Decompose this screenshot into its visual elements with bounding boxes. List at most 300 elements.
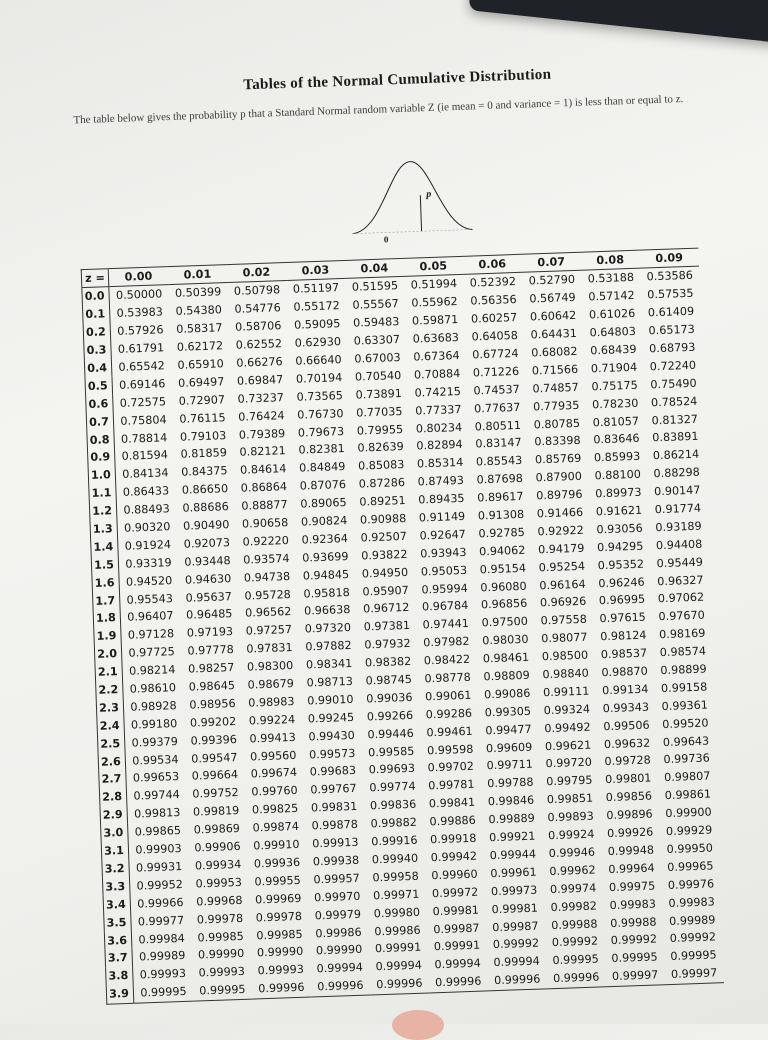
probability-cell: 0.73565 <box>296 388 344 404</box>
probability-cell: 0.87076 <box>299 478 347 493</box>
probability-cell: 0.99361 <box>661 698 709 713</box>
probability-cell: 0.99981 <box>491 901 539 916</box>
probability-cell: 0.99621 <box>544 738 592 753</box>
probability-cell: 0.58317 <box>175 321 223 337</box>
probability-cell: 0.96246 <box>598 575 645 590</box>
z-value-cell: 2.8 <box>99 788 127 807</box>
probability-cell: 0.99940 <box>371 851 419 867</box>
probability-cell: 0.99931 <box>135 859 183 875</box>
probability-cell: 0.50399 <box>174 285 222 301</box>
probability-cell: 0.96856 <box>480 597 528 612</box>
probability-cell: 0.98928 <box>130 699 177 714</box>
z-value-cell: 2.5 <box>97 734 125 753</box>
probability-cell: 0.99134 <box>601 682 649 698</box>
probability-cell: 0.90147 <box>653 483 701 499</box>
probability-cell: 0.99856 <box>605 789 653 805</box>
probability-cell: 0.95449 <box>656 555 704 570</box>
probability-cell: 0.90988 <box>359 511 407 527</box>
probability-cell: 0.99994 <box>375 958 423 974</box>
column-header: 0.03 <box>286 260 346 280</box>
probability-cell: 0.99111 <box>542 684 590 700</box>
probability-cell: 0.51197 <box>292 281 340 297</box>
probability-cell: 0.95352 <box>597 557 645 572</box>
probability-cell: 0.99547 <box>190 750 238 766</box>
probability-cell: 0.98341 <box>305 657 353 672</box>
probability-cell: 0.55172 <box>293 299 340 315</box>
probability-cell: 0.99664 <box>191 768 239 784</box>
probability-cell: 0.94179 <box>537 541 585 557</box>
probability-cell: 0.99970 <box>313 889 361 905</box>
table-body <box>82 266 724 1004</box>
probability-cell: 0.93056 <box>596 521 643 537</box>
probability-cell: 0.91774 <box>654 501 702 517</box>
column-header: 0.06 <box>462 254 522 274</box>
probability-cell: 0.95818 <box>303 585 350 601</box>
probability-cell: 0.80234 <box>415 420 463 436</box>
probability-cell: 0.99036 <box>365 690 413 706</box>
probability-cell: 0.96784 <box>421 599 469 614</box>
probability-cell: 0.99976 <box>667 877 715 892</box>
probability-cell: 0.57926 <box>117 323 164 339</box>
probability-cell: 0.99973 <box>490 883 538 898</box>
probability-cell: 0.86864 <box>240 480 288 495</box>
probability-cell: 0.94630 <box>184 571 232 587</box>
probability-cell: 0.73237 <box>237 390 285 406</box>
z-value-cell: 3.6 <box>104 931 132 950</box>
probability-cell: 0.98077 <box>541 630 588 646</box>
column-header: 0.02 <box>227 263 287 283</box>
probability-cell: 0.94062 <box>478 543 526 559</box>
probability-cell: 0.99906 <box>194 839 241 855</box>
column-header: 0.00 <box>108 267 168 287</box>
probability-cell: 0.99969 <box>254 891 302 907</box>
probability-cell: 0.98169 <box>658 626 706 642</box>
probability-cell: 0.98300 <box>246 659 294 674</box>
probability-cell: 0.90320 <box>123 520 171 535</box>
probability-cell: 0.99774 <box>369 780 416 795</box>
probability-cell: 0.91924 <box>124 538 172 553</box>
probability-cell: 0.77035 <box>356 404 403 420</box>
probability-cell: 0.99984 <box>138 931 185 947</box>
z-value-cell: 1.0 <box>88 466 116 485</box>
probability-cell: 0.99995 <box>611 950 658 966</box>
probability-cell: 0.92073 <box>183 536 231 551</box>
z-value-cell: 2.3 <box>96 698 124 717</box>
probability-cell: 0.99882 <box>370 815 418 831</box>
probability-cell: 0.97500 <box>481 615 529 630</box>
z-value-cell: 2.1 <box>95 663 123 682</box>
probability-cell: 0.82639 <box>357 440 404 456</box>
probability-cell: 0.57142 <box>588 289 635 304</box>
probability-cell: 0.66276 <box>236 355 283 370</box>
probability-cell: 0.58706 <box>234 319 282 335</box>
probability-cell: 0.98500 <box>541 648 589 664</box>
probability-cell: 0.94950 <box>361 565 409 581</box>
z-value-cell: 0.1 <box>82 305 110 324</box>
probability-cell: 0.97725 <box>128 645 175 660</box>
probability-cell: 0.88298 <box>653 465 701 481</box>
probability-cell: 0.68793 <box>648 340 696 356</box>
probability-cell: 0.99573 <box>308 746 356 762</box>
probability-cell: 0.60257 <box>470 311 518 326</box>
probability-cell: 0.92922 <box>537 523 584 539</box>
probability-cell: 0.99861 <box>664 787 712 803</box>
probability-cell: 0.51994 <box>410 277 458 293</box>
probability-cell: 0.99996 <box>258 980 305 996</box>
probability-cell: 0.99430 <box>308 728 355 744</box>
probability-cell: 0.99964 <box>608 861 655 876</box>
probability-cell: 0.98610 <box>129 681 177 696</box>
probability-cell: 0.99993 <box>257 963 305 978</box>
probability-cell: 0.99980 <box>373 905 421 920</box>
probability-cell: 0.99957 <box>313 871 360 887</box>
probability-cell: 0.62552 <box>235 337 283 352</box>
probability-cell: 0.89251 <box>359 494 406 509</box>
probability-cell: 0.63307 <box>353 333 401 348</box>
probability-cell: 0.99983 <box>609 897 657 912</box>
probability-cell: 0.89796 <box>536 487 583 503</box>
probability-cell: 0.98537 <box>600 646 648 662</box>
probability-cell: 0.64058 <box>471 329 519 344</box>
probability-cell: 0.99992 <box>492 936 540 952</box>
probability-cell: 0.96407 <box>127 609 174 625</box>
probability-cell: 0.99702 <box>427 760 475 775</box>
probability-cell: 0.75175 <box>591 378 638 394</box>
probability-cell: 0.62930 <box>294 335 342 350</box>
probability-cell: 0.99946 <box>548 845 596 861</box>
probability-cell: 0.99962 <box>549 863 596 878</box>
probability-cell: 0.99506 <box>603 718 650 733</box>
probability-cell: 0.98645 <box>188 679 236 694</box>
probability-cell: 0.99585 <box>367 744 415 760</box>
probability-cell: 0.98030 <box>482 633 529 648</box>
probability-cell: 0.71904 <box>590 360 638 376</box>
z-value-cell: 1.4 <box>91 538 119 557</box>
z-value-cell: 0.3 <box>84 341 112 360</box>
probability-cell: 0.88493 <box>123 502 170 517</box>
z-value-cell: 0.4 <box>84 359 112 378</box>
probability-cell: 0.99996 <box>493 972 541 988</box>
z-value-cell: 1.8 <box>93 609 121 628</box>
column-header: 0.09 <box>639 248 699 268</box>
z-value-cell: 0.6 <box>86 394 114 413</box>
probability-cell: 0.99975 <box>608 879 656 894</box>
probability-cell: 0.99841 <box>428 795 476 811</box>
probability-cell: 0.65542 <box>118 359 165 374</box>
probability-cell: 0.54776 <box>234 301 282 317</box>
probability-cell: 0.78230 <box>591 396 639 412</box>
probability-cell: 0.99846 <box>487 793 535 809</box>
probability-cell: 0.97062 <box>657 591 705 606</box>
probability-cell: 0.99953 <box>195 875 243 891</box>
probability-cell: 0.99918 <box>429 831 477 847</box>
probability-cell: 0.99202 <box>189 714 237 730</box>
probability-cell: 0.98809 <box>483 668 530 684</box>
probability-cell: 0.50798 <box>233 283 281 299</box>
probability-cell: 0.99977 <box>137 913 185 929</box>
probability-cell: 0.96562 <box>244 605 292 621</box>
z-value-cell: 0.8 <box>87 430 115 449</box>
probability-cell: 0.86214 <box>652 448 700 463</box>
probability-cell: 0.99086 <box>483 686 531 702</box>
probability-cell: 0.84614 <box>239 462 287 478</box>
probability-cell: 0.63683 <box>412 331 460 346</box>
probability-cell: 0.99992 <box>551 934 599 950</box>
probability-cell: 0.50000 <box>115 287 163 303</box>
probability-cell: 0.99990 <box>315 943 363 958</box>
probability-cell: 0.98382 <box>364 655 412 670</box>
probability-cell: 0.92220 <box>242 533 290 549</box>
probability-cell: 0.72240 <box>649 358 697 374</box>
probability-cell: 0.99921 <box>488 829 536 845</box>
probability-cell: 0.72907 <box>178 392 226 408</box>
z-value-cell: 1.1 <box>89 484 117 503</box>
probability-cell: 0.99245 <box>307 710 355 726</box>
probability-cell: 0.99910 <box>253 837 300 853</box>
probability-cell: 0.97778 <box>187 643 234 658</box>
probability-cell: 0.81057 <box>592 414 640 429</box>
probability-cell: 0.99994 <box>434 956 482 972</box>
probability-cell: 0.56356 <box>470 293 517 308</box>
probability-cell: 0.61791 <box>117 341 165 357</box>
probability-cell: 0.92364 <box>301 531 349 547</box>
probability-cell: 0.52790 <box>528 273 576 288</box>
probability-cell: 0.70194 <box>295 370 343 386</box>
probability-cell: 0.99929 <box>665 823 713 839</box>
probability-cell: 0.94408 <box>655 537 703 553</box>
probability-cell: 0.95154 <box>479 561 527 577</box>
z-value-cell: 2.4 <box>97 716 125 735</box>
probability-cell: 0.99942 <box>430 849 478 865</box>
probability-cell: 0.99995 <box>140 985 187 1000</box>
probability-cell: 0.73891 <box>355 386 403 402</box>
z-value-cell: 3.8 <box>106 967 134 986</box>
probability-cell: 0.99986 <box>315 925 362 940</box>
probability-cell: 0.99996 <box>317 978 364 994</box>
probability-cell: 0.99944 <box>489 847 537 863</box>
probability-cell: 0.87493 <box>417 474 465 489</box>
probability-cell: 0.87900 <box>535 470 583 485</box>
column-header: 0.07 <box>521 252 581 272</box>
probability-cell: 0.84134 <box>122 466 169 482</box>
probability-cell: 0.99836 <box>369 798 417 813</box>
probability-cell: 0.99986 <box>374 923 421 938</box>
probability-cell: 0.70540 <box>354 368 402 384</box>
probability-cell: 0.57535 <box>647 287 694 302</box>
probability-cell: 0.99960 <box>431 867 478 883</box>
probability-cell: 0.99801 <box>604 771 652 787</box>
probability-cell: 0.64431 <box>530 326 578 342</box>
probability-cell: 0.89617 <box>477 489 524 505</box>
probability-cell: 0.85769 <box>534 452 582 467</box>
z-value-cell: 0.2 <box>83 323 111 342</box>
probability-cell: 0.81594 <box>121 448 169 464</box>
p-label: p <box>426 188 432 201</box>
z-value-cell: 0.5 <box>85 377 113 396</box>
probability-cell: 0.97558 <box>540 613 588 628</box>
probability-cell: 0.91621 <box>595 503 643 519</box>
probability-cell: 0.98778 <box>424 670 472 686</box>
probability-cell: 0.82121 <box>239 444 287 460</box>
finger <box>392 1010 444 1040</box>
z-value-cell: 3.4 <box>103 895 131 914</box>
probability-cell: 0.99825 <box>251 802 299 817</box>
probability-cell: 0.84375 <box>180 464 228 480</box>
probability-cell: 0.99632 <box>603 736 651 751</box>
probability-cell: 0.99968 <box>195 893 243 909</box>
probability-cell: 0.99982 <box>550 899 598 914</box>
z-value-cell: 1.3 <box>90 520 118 539</box>
probability-cell: 0.99819 <box>192 804 240 819</box>
probability-cell: 0.99379 <box>131 734 179 750</box>
probability-cell: 0.99744 <box>133 788 180 804</box>
probability-cell: 0.99869 <box>193 822 241 837</box>
probability-cell: 0.99997 <box>611 968 659 984</box>
probability-cell: 0.99978 <box>196 911 244 927</box>
probability-cell: 0.93822 <box>360 547 408 563</box>
probability-cell: 0.64803 <box>589 324 637 340</box>
probability-cell: 0.97670 <box>658 608 706 624</box>
probability-cell: 0.53586 <box>646 269 694 284</box>
z-value-cell: 2.6 <box>98 752 126 771</box>
probability-cell: 0.99788 <box>487 776 534 791</box>
probability-cell: 0.99492 <box>544 720 591 735</box>
probability-cell: 0.80511 <box>474 418 522 434</box>
probability-cell: 0.85083 <box>357 458 405 473</box>
probability-cell: 0.83891 <box>652 430 699 445</box>
probability-cell: 0.76115 <box>179 410 226 426</box>
z-value-cell: 3.7 <box>105 949 133 968</box>
probability-cell: 0.99990 <box>256 945 304 960</box>
probability-cell: 0.78814 <box>120 430 168 446</box>
probability-cell: 0.98461 <box>482 650 530 666</box>
probability-cell: 0.97193 <box>186 625 234 641</box>
probability-cell: 0.99781 <box>428 778 475 793</box>
probability-cell: 0.77637 <box>473 400 521 416</box>
probability-cell: 0.86650 <box>181 482 229 497</box>
probability-cell: 0.99978 <box>255 909 303 925</box>
probability-cell: 0.67364 <box>413 348 460 364</box>
probability-cell: 0.69497 <box>177 375 225 390</box>
probability-cell: 0.96164 <box>539 577 586 592</box>
probability-cell: 0.98679 <box>247 677 295 692</box>
probability-cell: 0.99997 <box>670 966 718 982</box>
probability-cell: 0.70884 <box>413 366 461 382</box>
probability-cell: 0.92507 <box>360 529 408 545</box>
probability-cell: 0.79955 <box>356 422 404 438</box>
probability-cell: 0.99874 <box>252 820 300 835</box>
column-header: 0.05 <box>404 256 464 276</box>
z-value-cell: 0.9 <box>87 448 115 467</box>
probability-cell: 0.99477 <box>485 722 532 738</box>
probability-cell: 0.98257 <box>187 661 235 676</box>
probability-cell: 0.99996 <box>434 974 482 990</box>
probability-cell: 0.81859 <box>180 446 228 462</box>
probability-cell: 0.98870 <box>601 664 648 680</box>
probability-cell: 0.62172 <box>176 339 224 354</box>
page-title: Tables of the Normal Cumulative Distribution <box>243 66 552 94</box>
probability-cell: 0.98422 <box>423 652 471 668</box>
probability-cell: 0.99643 <box>662 734 710 749</box>
probability-cell: 0.99683 <box>309 764 357 779</box>
probability-cell: 0.99989 <box>668 912 716 928</box>
probability-cell: 0.96926 <box>539 595 587 610</box>
probability-cell: 0.59095 <box>293 317 341 332</box>
probability-cell: 0.52392 <box>469 275 517 291</box>
probability-cell: 0.97615 <box>599 611 647 626</box>
probability-cell: 0.99224 <box>248 712 296 728</box>
probability-cell: 0.99913 <box>312 835 359 851</box>
probability-cell: 0.85314 <box>416 456 464 471</box>
probability-cell: 0.84849 <box>298 460 346 475</box>
probability-cell: 0.82894 <box>416 438 463 453</box>
normal-distribution-table <box>81 248 724 1005</box>
z-value-cell: 0.0 <box>82 287 110 306</box>
probability-cell: 0.67003 <box>354 351 401 366</box>
probability-cell: 0.99993 <box>139 967 187 982</box>
probability-cell: 0.99987 <box>433 921 480 936</box>
probability-cell: 0.99560 <box>249 748 297 764</box>
z-value-cell: 2.7 <box>99 770 127 789</box>
probability-cell: 0.79673 <box>297 424 345 440</box>
probability-cell: 0.97320 <box>304 621 352 636</box>
probability-cell: 0.93574 <box>243 551 290 567</box>
probability-cell: 0.92785 <box>478 525 525 541</box>
probability-cell: 0.99992 <box>610 932 658 948</box>
probability-cell: 0.77337 <box>414 402 462 418</box>
probability-cell: 0.99955 <box>254 873 301 889</box>
probability-cell: 0.87286 <box>358 476 406 491</box>
probability-cell: 0.98713 <box>306 674 354 690</box>
probability-cell: 0.96485 <box>185 607 233 623</box>
probability-cell: 0.99767 <box>310 782 357 797</box>
probability-cell: 0.90658 <box>241 516 289 531</box>
probability-cell: 0.99598 <box>426 742 474 757</box>
probability-cell: 0.99865 <box>134 824 182 839</box>
probability-cell: 0.78524 <box>650 394 698 410</box>
probability-cell: 0.99985 <box>256 927 303 942</box>
probability-cell: 0.99180 <box>130 716 178 732</box>
phone-edge <box>468 0 768 46</box>
probability-cell: 0.98899 <box>660 662 707 678</box>
probability-cell: 0.99993 <box>198 965 246 980</box>
probability-cell: 0.99958 <box>372 869 419 885</box>
probability-cell: 0.93319 <box>125 555 172 571</box>
probability-cell: 0.99413 <box>249 730 297 746</box>
column-header: z = <box>81 269 109 288</box>
probability-cell: 0.99988 <box>609 914 657 930</box>
z-value-cell: 1.9 <box>94 627 122 646</box>
probability-cell: 0.99158 <box>660 680 708 696</box>
probability-cell: 0.97381 <box>363 619 411 634</box>
description-text: The table below gives the probability p that a Standard Normal random variable Z (ie mean = 0 and variance = 1) is less than or equal to z. <box>73 93 684 127</box>
probability-cell: 0.99966 <box>137 895 184 911</box>
probability-cell: 0.96995 <box>598 593 646 608</box>
probability-cell: 0.99996 <box>552 970 600 986</box>
probability-cell: 0.88877 <box>241 498 288 513</box>
probability-cell: 0.99938 <box>312 853 360 869</box>
probability-cell: 0.99534 <box>132 752 179 768</box>
probability-cell: 0.99972 <box>431 885 479 900</box>
probability-cell: 0.98574 <box>659 644 707 660</box>
probability-cell: 0.99989 <box>138 949 186 964</box>
probability-cell: 0.53188 <box>587 271 635 286</box>
probability-cell: 0.79389 <box>238 426 286 442</box>
probability-cell: 0.99893 <box>547 809 594 825</box>
probability-cell: 0.97128 <box>127 627 175 643</box>
probability-cell: 0.99886 <box>429 813 477 829</box>
probability-cell: 0.99995 <box>670 948 717 964</box>
